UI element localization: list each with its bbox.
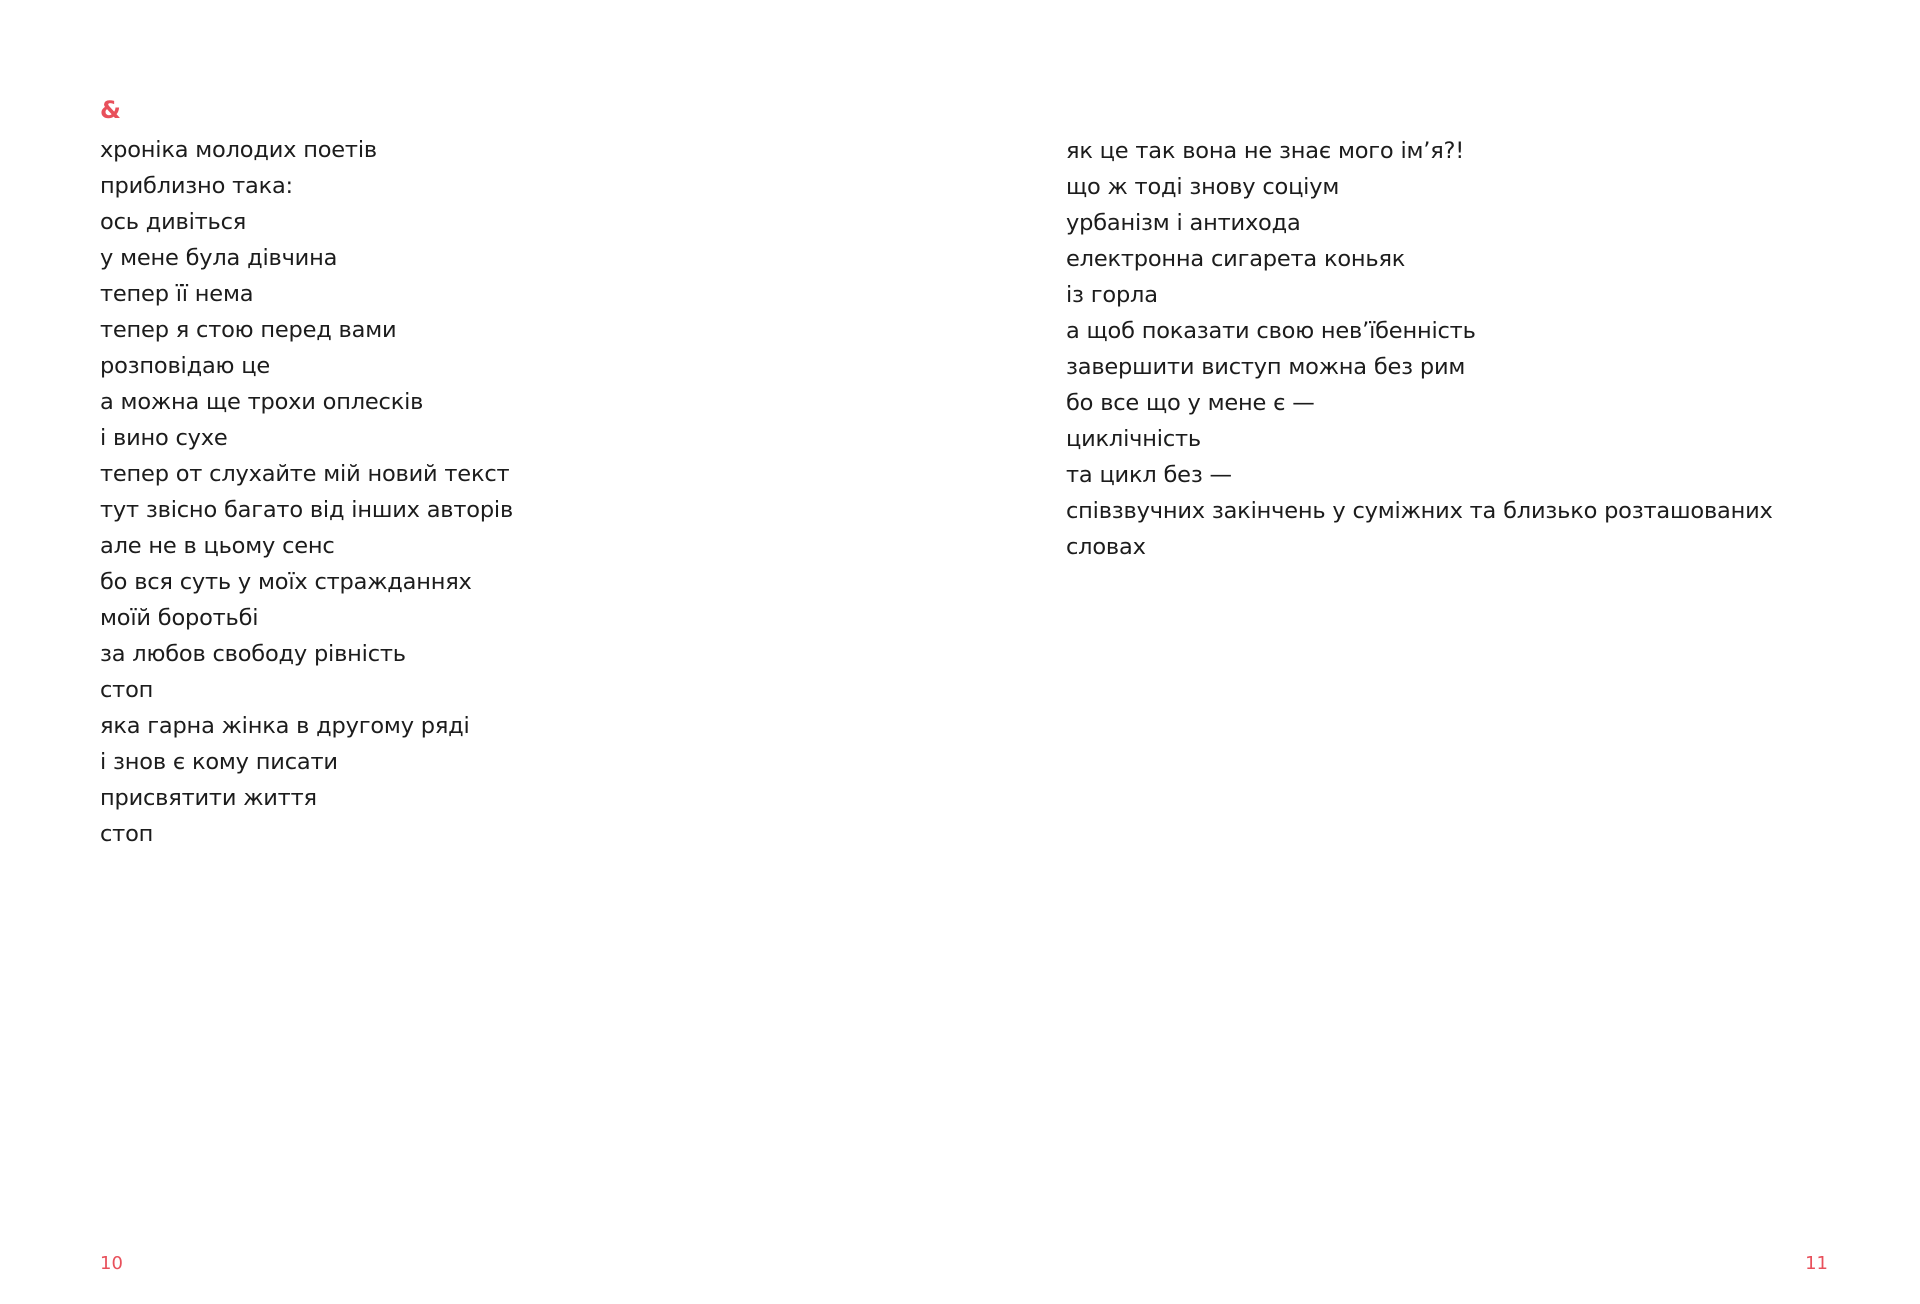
poem-line: хроніка молодих поетів [100,137,377,163]
poem-line: приблизно така: [100,173,293,199]
poem-line: урбанізм і антихода [1066,210,1301,236]
poem-line: і вино сухе [100,425,228,451]
poem-line: ось дивіться [100,209,247,235]
page-number-right: 11 [1805,1253,1828,1274]
poem-line: а можна ще трохи оплесків [100,389,424,415]
poem-line: словах [1066,534,1146,560]
poem-line: циклічність [1066,426,1201,452]
poem-line: розповідаю це [100,353,270,379]
poem-line: моїй боротьбі [100,605,259,631]
poem-line: стоп [100,677,154,703]
poem-line: а щоб показати свою нев’їбенність [1066,318,1476,344]
poem-line: співзвучних закінчень у суміжних та близько розташованих [1066,498,1773,524]
poem-line: і знов є кому писати [100,749,338,775]
ampersand-ornament: & [100,96,121,124]
poem-line: тепер от слухайте мій новий текст [100,461,510,487]
poem-line: та цикл без — [1066,462,1232,488]
poem-line: із горла [1066,282,1158,308]
poem-line: але не в цьому сенс [100,533,335,559]
poem-line: завершити виступ можна без рим [1066,354,1466,380]
poem-line: тепер я стою перед вами [100,317,397,343]
poem-line: за любов свободу рівність [100,641,406,667]
poem-line: бо вся суть у моїх стражданнях [100,569,472,595]
poem-line: як це так вона не знає мого ім’я?! [1066,138,1465,164]
poem-line: яка гарна жінка в другому ряді [100,713,470,739]
poem-text-left [100,132,513,852]
poem-line: бо все що у мене є — [1066,390,1315,416]
poem-line: тепер її нема [100,281,254,307]
poem-line: стоп [100,821,154,847]
poem-line: електронна сигарета коньяк [1066,246,1406,272]
poem-line: що ж тоді знову соціум [1066,174,1340,200]
page-number-left: 10 [100,1253,123,1274]
right-page [960,0,1920,1304]
poem-line: тут звісно багато від інших авторів [100,497,514,523]
poem-text-right [1066,133,1773,565]
poem-line: присвятити життя [100,785,317,811]
poem-line: у мене була дівчина [100,245,338,271]
